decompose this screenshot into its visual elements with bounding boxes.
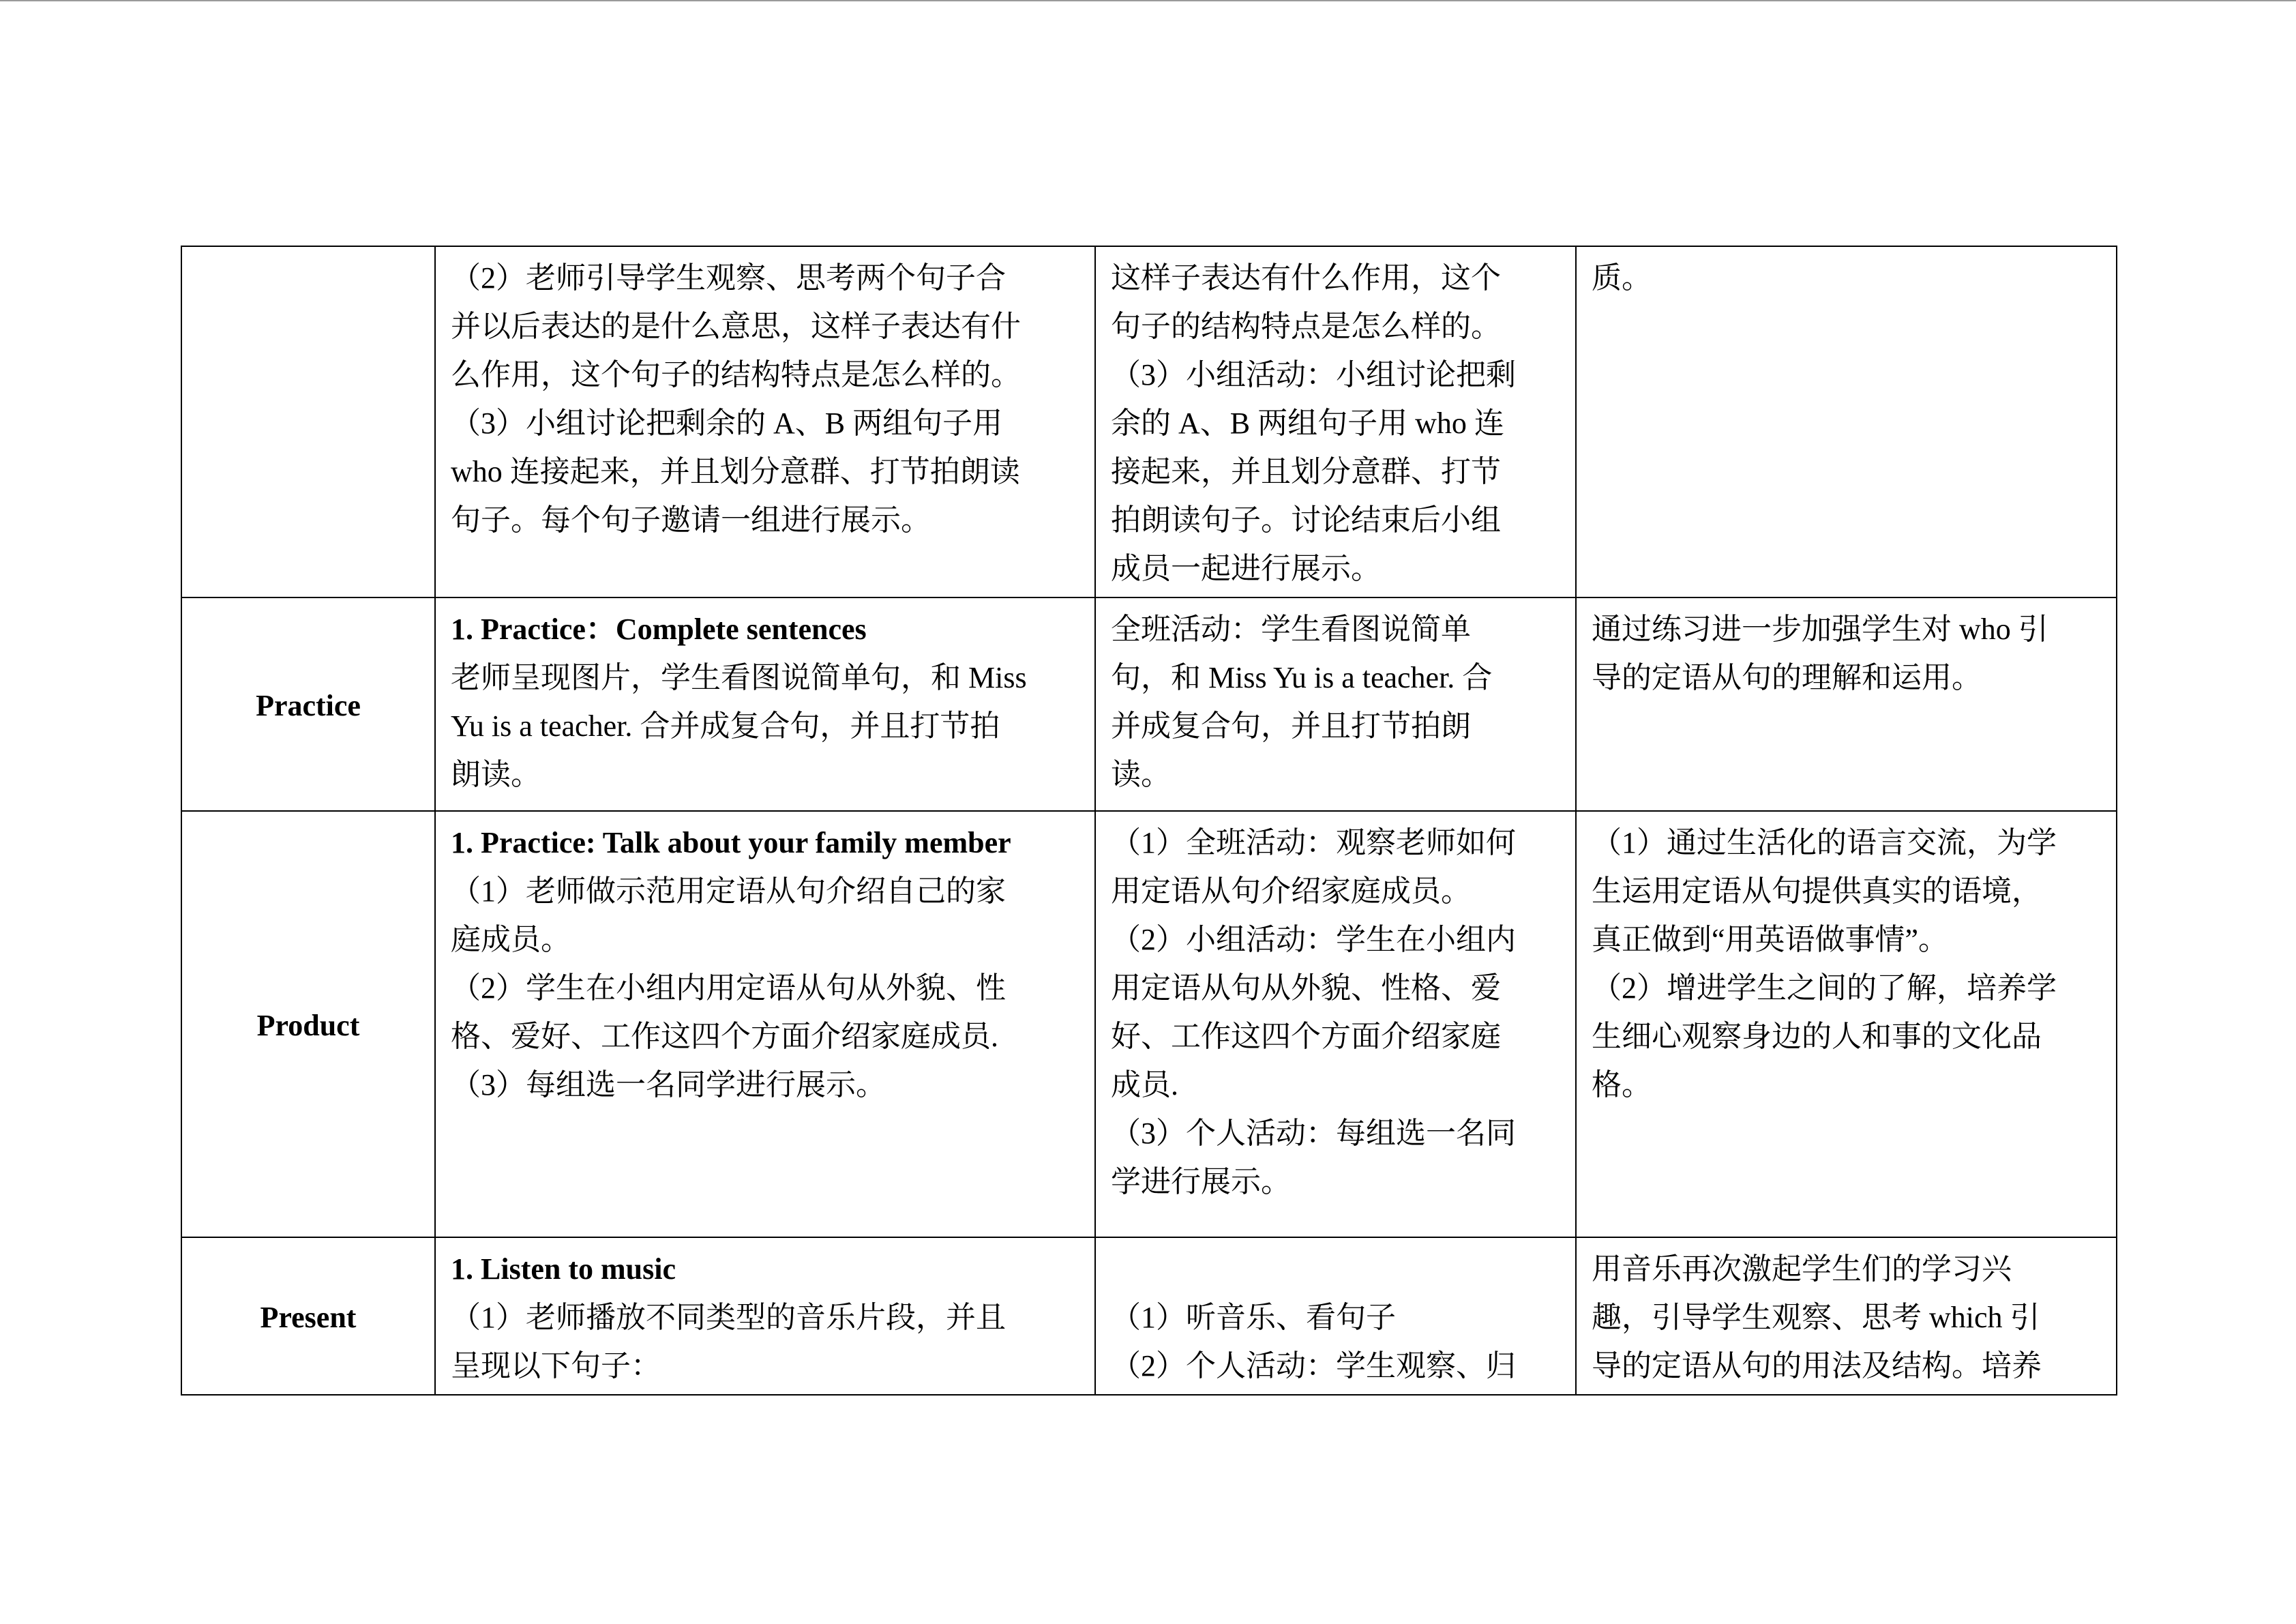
text-line: 用定语从句介绍家庭成员。	[1111, 874, 1471, 908]
table-row	[181, 597, 2117, 811]
stage-cell	[181, 811, 435, 1237]
text-line: （2）老师引导学生观察、思考两个句子合	[451, 261, 1006, 295]
text-line: 导的定语从句的用法及结构。培养	[1592, 1349, 2042, 1383]
text-line: 生细心观察身边的人和事的文化品	[1592, 1020, 2042, 1053]
text-line: 庭成员。	[451, 923, 571, 956]
stage-label: Practice	[256, 689, 361, 722]
text-line: 用音乐再次激起学生们的学习兴	[1592, 1252, 2012, 1286]
table-row	[181, 811, 2117, 1237]
text-line: （3）小组讨论把剩余的 A、B 两组句子用	[451, 407, 1003, 440]
text-line: 接起来，并且划分意群、打节	[1111, 455, 1501, 488]
teacher-activity-cell	[435, 246, 1095, 597]
text-line: （1）老师播放不同类型的音乐片段，并且	[451, 1301, 1006, 1334]
table-row	[181, 1237, 2117, 1395]
text-line: 余的 A、B 两组句子用 who 连	[1111, 407, 1504, 440]
text-line: 全班活动：学生看图说简单	[1111, 612, 1471, 646]
page-top-border	[0, 0, 2296, 1]
activity-heading: 1. Practice: Talk about your family member	[451, 826, 1011, 859]
student-activity-cell	[1095, 597, 1576, 811]
text-line: 质。	[1592, 261, 1652, 295]
purpose-cell	[1576, 246, 2117, 597]
text-line: 拍朗读句子。讨论结束后小组	[1111, 503, 1501, 537]
text-line: （2）小组活动：学生在小组内	[1111, 923, 1516, 956]
purpose-cell	[1576, 597, 2117, 811]
text-line: （3）每组选一名同学进行展示。	[451, 1068, 886, 1102]
text-line: 这样子表达有什么作用，这个	[1111, 261, 1501, 295]
text-line: （1）听音乐、看句子	[1111, 1301, 1396, 1334]
activity-heading: 1. Practice：Complete sentences	[451, 612, 867, 646]
stage-label: Product	[256, 1009, 360, 1042]
text-line: 句，和 Miss Yu is a teacher. 合	[1111, 661, 1493, 694]
student-activity-cell	[1095, 811, 1576, 1237]
teacher-activity-cell	[435, 1237, 1095, 1395]
text-line: （1）全班活动：观察老师如何	[1111, 826, 1516, 859]
text-line: who 连接起来，并且划分意群、打节拍朗读	[451, 455, 1020, 488]
text-line: 成员一起进行展示。	[1111, 552, 1381, 585]
text-line: 成员.	[1111, 1068, 1178, 1102]
stage-label: Present	[260, 1301, 357, 1334]
blank-line	[1111, 1245, 1562, 1293]
text-line: 并成复合句，并且打节拍朗	[1111, 709, 1471, 743]
stage-cell	[181, 246, 435, 597]
text-line: 用定语从句从外貌、性格、爱	[1111, 971, 1501, 1005]
text-line: 句子。每个句子邀请一组进行展示。	[451, 503, 931, 537]
text-line: 学进行展示。	[1111, 1165, 1291, 1198]
text-line: （3）个人活动：每组选一名同	[1111, 1117, 1516, 1150]
teacher-activity-cell	[435, 597, 1095, 811]
text-line: 么作用，这个句子的结构特点是怎么样的。	[451, 358, 1021, 392]
text-line: 通过练习进一步加强学生对 who 引	[1592, 612, 2048, 646]
purpose-cell	[1576, 811, 2117, 1237]
text-line: 并以后表达的是什么意思，这样子表达有什	[451, 310, 1021, 343]
text-line: 朗读。	[451, 758, 541, 791]
text-line: 格。	[1592, 1068, 1652, 1102]
text-line: 好、工作这四个方面介绍家庭	[1111, 1020, 1501, 1053]
text-line: （1）老师做示范用定语从句介绍自己的家	[451, 874, 1006, 908]
text-line: 句子的结构特点是怎么样的。	[1111, 310, 1501, 343]
text-line: 老师呈现图片，学生看图说简单句，和 Miss	[451, 661, 1027, 694]
text-line: 生运用定语从句提供真实的语境，	[1592, 874, 2042, 908]
text-line: 趣，引导学生观察、思考 which 引	[1592, 1301, 2040, 1334]
text-line: 真正做到“用英语做事情”。	[1592, 923, 1949, 956]
text-line: Yu is a teacher. 合并成复合句，并且打节拍	[451, 709, 1000, 743]
student-activity-cell	[1095, 1237, 1576, 1395]
text-line: 导的定语从句的理解和运用。	[1592, 661, 1982, 694]
text-line: （2）学生在小组内用定语从句从外貌、性	[451, 971, 1006, 1005]
table-row	[181, 246, 2117, 597]
purpose-cell	[1576, 1237, 2117, 1395]
text-line: （2）个人活动：学生观察、归	[1111, 1349, 1516, 1383]
text-line: （3）小组活动：小组讨论把剩	[1111, 358, 1516, 392]
activity-heading: 1. Listen to music	[451, 1252, 676, 1286]
text-line: 读。	[1111, 758, 1171, 791]
teacher-activity-cell	[435, 811, 1095, 1237]
stage-cell	[181, 1237, 435, 1395]
text-line: 格、爱好、工作这四个方面介绍家庭成员.	[451, 1020, 998, 1053]
text-line: 呈现以下句子：	[451, 1349, 661, 1383]
text-line: （1）通过生活化的语言交流，为学	[1592, 826, 2057, 859]
stage-cell	[181, 597, 435, 811]
text-line: （2）增进学生之间的了解，培养学	[1592, 971, 2057, 1005]
lesson-plan-table	[181, 246, 2117, 1396]
student-activity-cell	[1095, 246, 1576, 597]
